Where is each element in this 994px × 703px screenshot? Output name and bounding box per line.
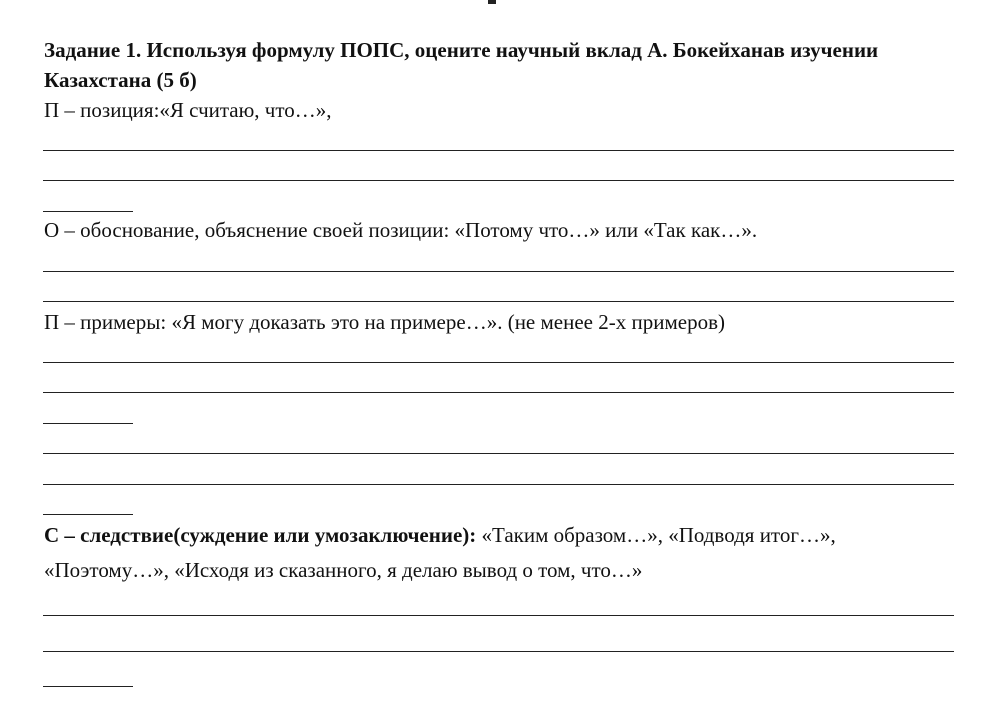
- consequence-prompt-line2: «Поэтому…», «Исходя из сказанного, я делаю вывод о том, что…»: [44, 558, 643, 582]
- answer-line[interactable]: [43, 615, 954, 616]
- answer-line-short[interactable]: [43, 686, 133, 687]
- position-prompt: П – позиция:«Я считаю, что…»,: [44, 98, 332, 122]
- consequence-examples: «Таким образом…», «Подводя итог…»,: [476, 523, 836, 547]
- task-title-line2: Казахстана (5 б): [44, 68, 197, 92]
- answer-line[interactable]: [43, 271, 954, 272]
- answer-line[interactable]: [43, 362, 954, 363]
- answer-line[interactable]: [43, 453, 954, 454]
- answer-line-short[interactable]: [43, 514, 133, 515]
- consequence-label: С – следствие(суждение или умозаключение):: [44, 523, 477, 547]
- answer-line-short[interactable]: [43, 423, 133, 424]
- answer-line[interactable]: [43, 484, 954, 485]
- answer-line[interactable]: [43, 301, 954, 302]
- answer-line[interactable]: [43, 651, 954, 652]
- page-top-mark: [488, 0, 496, 4]
- answer-line[interactable]: [43, 392, 954, 393]
- justification-prompt: О – обоснование, объяснение своей позиции: «Потому что…» или «Так как…».: [44, 218, 758, 242]
- answer-line-short[interactable]: [43, 211, 133, 212]
- task-title-line1: Задание 1. Используя формулу ПОПС, оцените научный вклад А. Бокейханав изучении: [44, 38, 879, 62]
- consequence-prompt-line1: [44, 521, 836, 549]
- examples-prompt: П – примеры: «Я могу доказать это на примере…». (не менее 2-х примеров): [44, 310, 725, 334]
- answer-line[interactable]: [43, 180, 954, 181]
- answer-line[interactable]: [43, 150, 954, 151]
